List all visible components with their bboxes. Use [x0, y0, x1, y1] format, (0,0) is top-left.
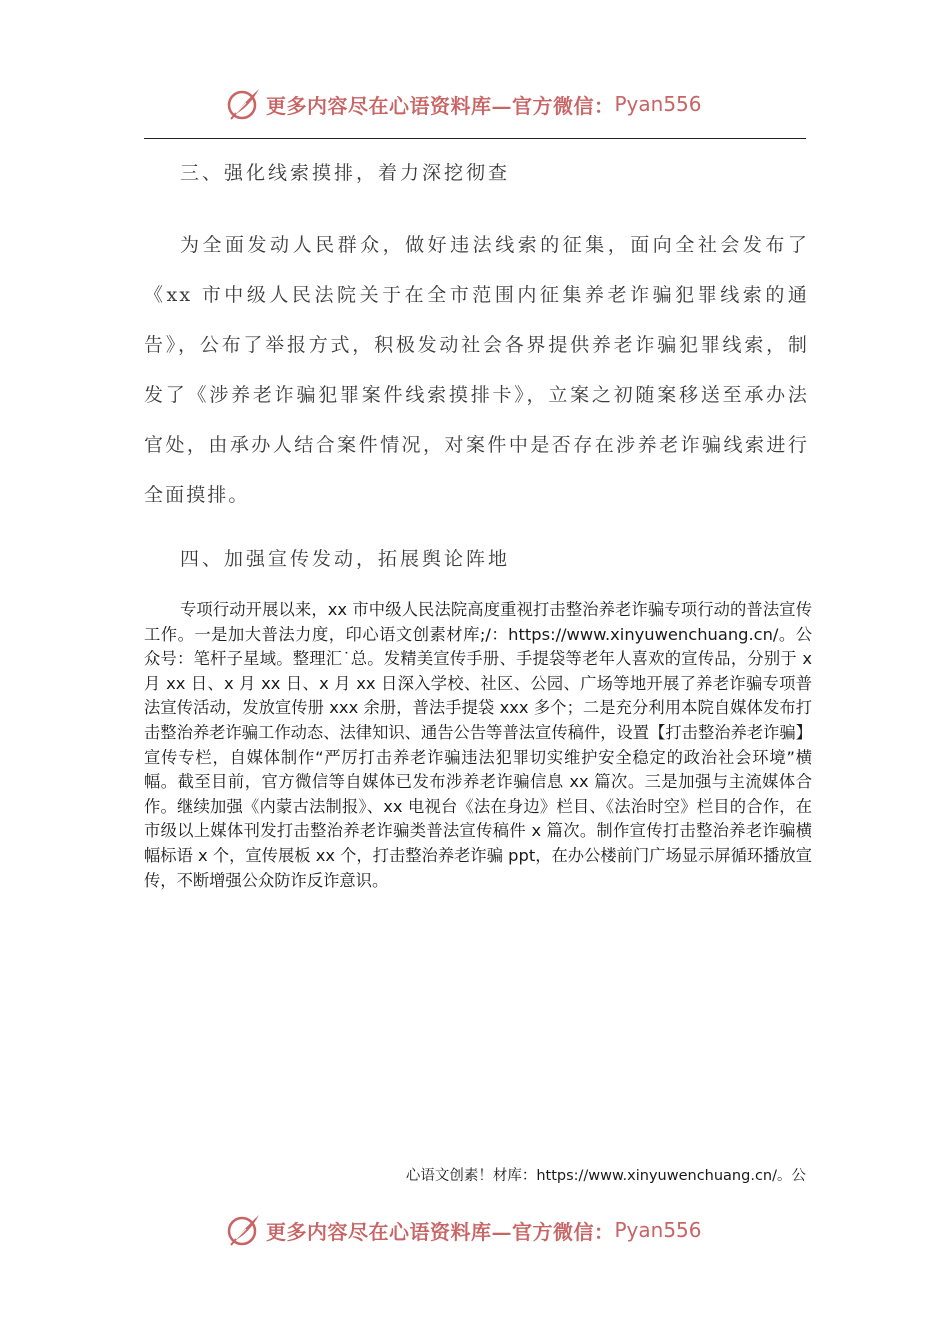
footer-banner: [226, 1210, 702, 1250]
section-4-paragraph: 专项行动开展以来，xx 市中级人民法院高度重视打击整治养老诈骗专项行动的普法宣传工作。一是加大普法力度，印心语文创素材库;/：https://www.xinyuwenchuang.cn/。公众号：笔杆子星域。整理汇˙总。发精美宣传手册、手提袋等老年人喜欢的宣传品，分别于 x 月 xx 日、x 月 xx 日、x 月 xx 日深入学校、社区、公园、广场等地开展了养老诈骗专项普法宣传活动，发放宣传册 xxx 余册，普法手提袋 xxx 多个；二是充分利用本院自媒体发布打击整治养老诈骗工作动态、法律知识、通告公告等普法宣传稿件，设置【打击整治养老诈骗】宣传专栏，自媒体制作“严厉打击养老诈骗违法犯罪切实维护安全稳定的政治社会环境”横幅。截至目前，官方微信等自媒体已发布涉养老诈骗信息 xx 篇次。三是加强与主流媒体合作。继续加强《内蒙古法制报》、xx 电视台《法在身边》栏目、《法治时空》栏目的合作，在市级以上媒体刊发打击整治养老诈骗类普法宣传稿件 x 篇次。制作宣传打击整治养老诈骗横幅标语 x 个，宣传展板 xx 个，打击整治养老诈骗 ppt，在办公楼前门广场显示屏循环播放宣传，不断增强公众防诈反诈意识。: [144, 600, 812, 890]
section-3-heading: 三、强化线索摸排，着力深挖彻查: [180, 162, 511, 184]
header-banner: [226, 84, 702, 124]
quill-logo-icon: [226, 86, 262, 122]
banner-wechat-id: Pyan556: [614, 92, 702, 116]
banner-text: 更多内容尽在心语资料库—官方微信：: [266, 1219, 615, 1244]
quill-logo-icon: [226, 1212, 262, 1248]
banner-wechat-id: Pyan556: [614, 1218, 702, 1242]
banner-text: 更多内容尽在心语资料库—官方微信：: [266, 93, 615, 118]
footer-note: 心语文创素！材库：https://www.xinyuwenchuang.cn/。公: [405, 1168, 806, 1184]
header-divider: [144, 138, 806, 139]
section-3-paragraph: 为全面发动人民群众，做好违法线索的征集，面向全社会发布了《xx 市中级人民法院关于在全市范围内征集养老诈骗犯罪线索的通告》，公布了举报方式，积极发动社会各界提供养老诈骗犯罪线索，制发了《涉养老诈骗犯罪案件线索摸排卡》，立案之初随案移送至承办法官处，由承办人结合案件情况，对案件中是否存在涉养老诈骗线索进行全面摸排。: [144, 234, 809, 506]
section-4-heading: 四、加强宣传发动，拓展舆论阵地: [180, 548, 511, 570]
